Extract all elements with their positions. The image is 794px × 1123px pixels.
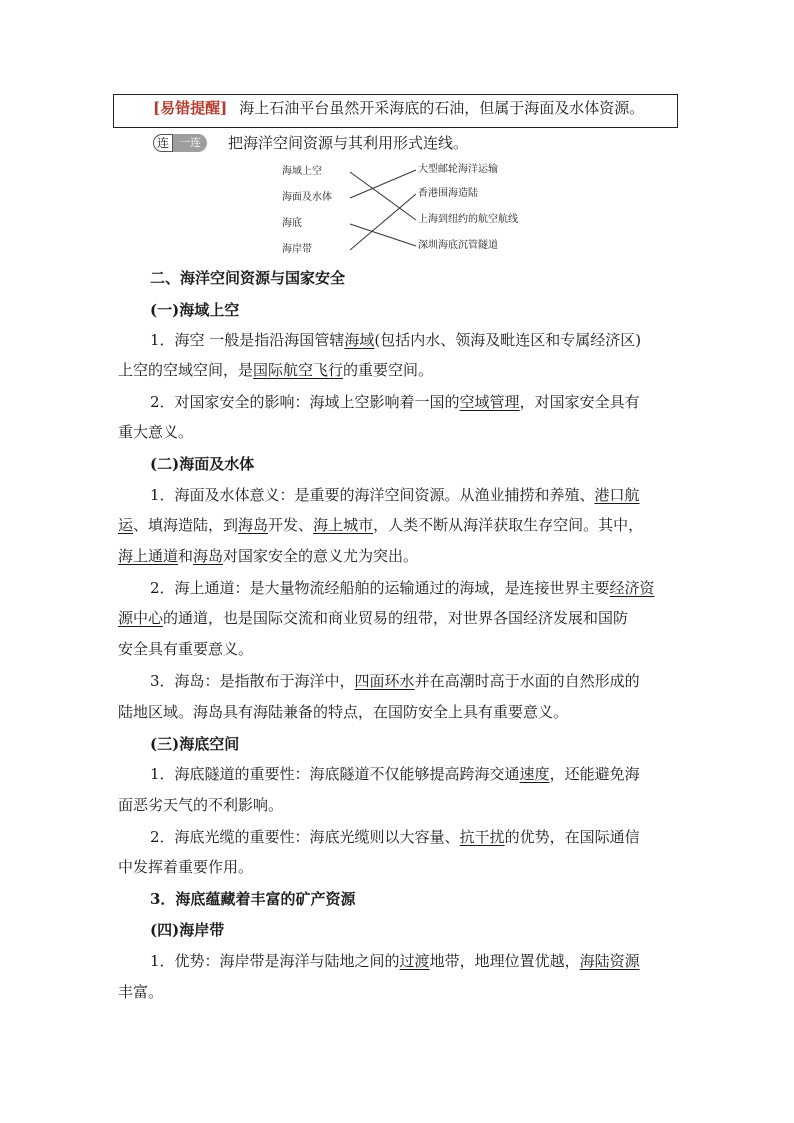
- connect-instruction: 把海洋空间资源与其利用形式连线。: [228, 134, 469, 152]
- underlined-term: 海域: [344, 331, 375, 349]
- error-tip: [153, 98, 773, 118]
- paragraph-line: [150, 392, 640, 412]
- right-item-1: 香港围海造陆: [418, 188, 478, 199]
- underlined-term: 港口航: [594, 486, 640, 504]
- subheading-1: (一)海域上空: [150, 301, 240, 319]
- text-span: 1．海底隧道的重要性：海底隧道不仅能够提高跨海交通: [150, 765, 520, 783]
- paragraph-line: 丰富。: [118, 983, 164, 1001]
- paragraph-line: 安全具有重要意义。: [118, 640, 254, 658]
- underlined-term: 海陆资源: [579, 952, 640, 970]
- underlined-term: 源中心: [118, 609, 164, 627]
- paragraph-line: 陆地区域。海岛具有海陆兼备的特点，在国防安全上具有重要意义。: [118, 703, 569, 721]
- underlined-term: 运: [118, 516, 134, 534]
- paragraph-line: 中发挥着重要作用。: [118, 858, 254, 876]
- underlined-term: 四面环水: [354, 672, 415, 690]
- section-heading: 二、海洋空间资源与国家安全: [150, 269, 346, 287]
- text-span: 地带，地理位置优越，: [429, 952, 580, 970]
- text-span: 并在高潮时高于水面的自然形成的: [414, 672, 640, 690]
- underlined-term: 海上通道: [118, 547, 179, 565]
- connect-line-2: [350, 224, 416, 246]
- paragraph-line: 3．海底蕴藏着丰富的矿产资源: [150, 890, 356, 908]
- underlined-term: 速度: [519, 765, 550, 783]
- paragraph-line: [150, 764, 640, 784]
- paragraph-line: [150, 671, 640, 691]
- right-item-0: 大型邮轮海洋运输: [418, 164, 498, 175]
- text-span: ，还能避免海: [549, 765, 640, 783]
- left-item-0: 海域上空: [282, 166, 322, 177]
- paragraph-line: [118, 515, 643, 535]
- underlined-term: 国际航空飞行: [253, 361, 344, 379]
- underlined-term: 海上城市: [313, 516, 374, 534]
- underlined-term: 过渡: [399, 952, 430, 970]
- text-span: 1．海面及水体意义：是重要的海洋空间资源。从渔业捕捞和养殖、: [150, 486, 595, 504]
- paragraph-line: [150, 330, 641, 350]
- text-span: 3．海岛：是指散布于海洋中，: [150, 672, 355, 690]
- paragraph-line: [150, 485, 640, 505]
- error-tip-text: 海上石油平台虽然开采海底的石油，但属于海面及水体资源。: [239, 99, 645, 117]
- left-item-2: 海底: [282, 218, 302, 229]
- text-span: 1．优势：海岸带是海洋与陆地之间的: [150, 952, 400, 970]
- paragraph-line: 重大意义。: [118, 423, 194, 441]
- matching-diagram: [278, 160, 528, 260]
- underlined-term: 空域管理: [459, 393, 520, 411]
- text-span: 2．海底光缆的重要性：海底光缆则以大容量、: [150, 828, 460, 846]
- error-tip-label: [易错提醒]: [153, 99, 228, 117]
- paragraph-line: [150, 827, 640, 847]
- connect-badge-right: 一连: [173, 134, 207, 152]
- connect-badge: [153, 134, 207, 152]
- text-span: (包括内水、领海及毗连区和专属经济区): [374, 331, 642, 349]
- underlined-term: 经济资: [609, 579, 655, 597]
- underlined-term: 海岛: [238, 516, 269, 534]
- connect-line-3: [350, 194, 416, 250]
- connect-line-0: [350, 172, 416, 220]
- subheading-3: (三)海底空间: [150, 735, 240, 753]
- text-span: 、填海造陆，到: [133, 516, 239, 534]
- underlined-term: 抗干扰: [459, 828, 505, 846]
- left-item-1: 海面及水体: [282, 192, 332, 203]
- left-item-3: 海岸带: [282, 244, 312, 255]
- underlined-term: 海岛: [193, 547, 224, 565]
- text-span: 1．海空 一般是指沿海国管辖: [150, 331, 345, 349]
- right-item-3: 深圳海底沉管隧道: [418, 240, 498, 251]
- text-span: 的重要空间。: [343, 361, 434, 379]
- text-span: 上空的空域空间，是: [118, 361, 254, 379]
- text-span: 对国家安全的意义尤为突出。: [223, 547, 419, 565]
- text-span: 和: [178, 547, 194, 565]
- text-span: 2．对国家安全的影响：海域上空影响着一国的: [150, 393, 460, 411]
- text-span: ，人类不断从海洋获取生存空间。其中，: [373, 516, 644, 534]
- connect-badge-left: 连: [153, 134, 173, 152]
- paragraph-line: 面恶劣天气的不利影响。: [118, 796, 284, 814]
- subheading-4: (四)海岸带: [150, 921, 225, 939]
- paragraph-line: [150, 951, 640, 971]
- subheading-2: (二)海面及水体: [150, 455, 255, 473]
- paragraph-line: [118, 608, 628, 628]
- text-span: 的通道，也是国际交流和商业贸易的纽带，对世界各国经济发展和国防: [163, 609, 629, 627]
- paragraph-line: [150, 578, 655, 598]
- paragraph-line: [118, 546, 418, 566]
- text-span: 2．海上通道：是大量物流经船舶的运输通过的海域，是连接世界主要: [150, 579, 610, 597]
- connect-line-1: [350, 170, 416, 198]
- right-item-2: 上海到纽约的航空航线: [418, 214, 518, 225]
- paragraph-line: [118, 360, 433, 380]
- text-span: 开发、: [268, 516, 314, 534]
- text-span: 的优势，在国际通信: [504, 828, 640, 846]
- text-span: ，对国家安全具有: [519, 393, 640, 411]
